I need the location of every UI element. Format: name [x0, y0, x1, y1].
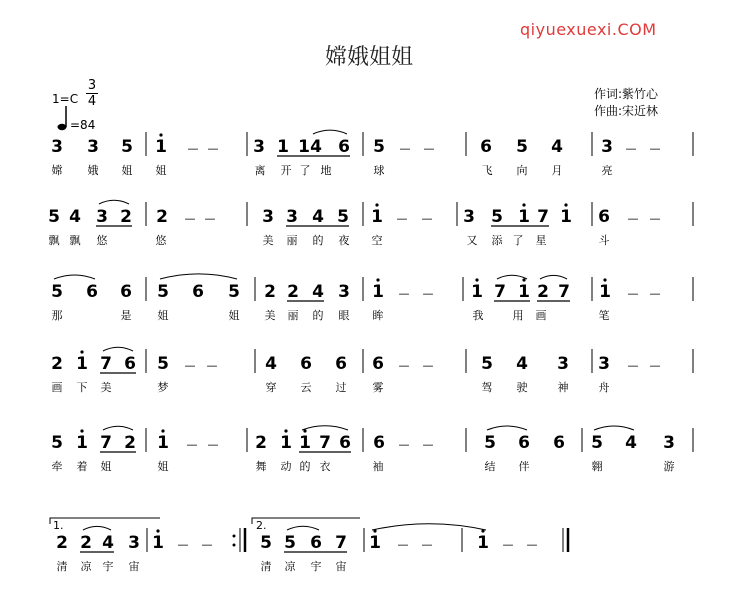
note: 6	[553, 433, 565, 453]
lyric: 美	[262, 234, 274, 247]
note: 1	[277, 137, 289, 157]
note: 1	[599, 282, 611, 302]
note: 6	[339, 433, 351, 453]
note-dash: —	[177, 538, 189, 551]
lyric: 宙	[335, 560, 347, 573]
slur	[103, 426, 133, 430]
lyric: 着	[76, 460, 88, 473]
note: 3	[598, 354, 610, 374]
lyric: 添	[491, 234, 503, 247]
slur	[160, 274, 237, 279]
lyric: 姐	[100, 460, 112, 473]
note: 6	[335, 354, 347, 374]
lyric: 画	[51, 381, 63, 394]
note: 6	[480, 137, 492, 157]
note: 4	[69, 207, 81, 227]
lyric: 的	[312, 309, 324, 322]
lyric: 月	[551, 164, 563, 177]
octave-dot	[80, 350, 83, 353]
note-dash: —	[207, 142, 219, 155]
repeat-dot	[233, 544, 236, 547]
note: 3	[338, 282, 350, 302]
note: 4	[102, 533, 114, 553]
lyric: 云	[300, 381, 312, 394]
note: 5	[484, 433, 496, 453]
lyric: 飘	[48, 234, 60, 247]
lyric: 开	[280, 164, 292, 177]
note: 3	[51, 137, 63, 157]
note: 2	[156, 207, 168, 227]
note: 6	[300, 354, 312, 374]
note: 1	[157, 433, 169, 453]
lyric: 雾	[372, 381, 384, 394]
note: 2	[255, 433, 267, 453]
note: 5	[516, 137, 528, 157]
note: 4	[310, 137, 322, 157]
note: 1	[518, 207, 530, 227]
note-dash: —	[186, 438, 198, 451]
note: 3	[253, 137, 265, 157]
lyric: 丽	[286, 234, 298, 247]
note-dash: —	[421, 538, 433, 551]
tempo-marking: =84	[70, 118, 96, 132]
lyric: 动	[280, 460, 292, 473]
note: 3	[463, 207, 475, 227]
lyric: 神	[557, 381, 569, 394]
octave-dot	[603, 278, 606, 281]
note: 5	[121, 137, 133, 157]
lyric: 飘	[69, 234, 81, 247]
octave-dot	[284, 429, 287, 432]
octave-dot	[375, 203, 378, 206]
lyric: 亮	[601, 164, 613, 177]
note: 3	[262, 207, 274, 227]
lyric: 姐	[155, 164, 167, 177]
volta-label: 2.	[256, 519, 267, 532]
slur	[594, 426, 634, 430]
slur	[497, 275, 527, 279]
note: 7	[100, 433, 112, 453]
lyric: 离	[254, 164, 266, 177]
octave-dot	[161, 429, 164, 432]
note: 6	[86, 282, 98, 302]
note: 5	[51, 282, 63, 302]
note: 6	[373, 433, 385, 453]
lyric: 飞	[481, 164, 493, 177]
note: 6	[518, 433, 530, 453]
note: 3	[128, 533, 140, 553]
lyric: 夜	[338, 234, 350, 247]
note: 2	[80, 533, 92, 553]
note-dash: —	[187, 142, 199, 155]
note: 1	[76, 354, 88, 374]
lyric: 斗	[598, 234, 610, 247]
note-dash: —	[627, 359, 639, 372]
lyric: 姐	[121, 164, 133, 177]
lyric: 衣	[319, 460, 331, 473]
lyric: 伴	[518, 460, 530, 473]
note: 1	[518, 282, 530, 302]
note: 6	[192, 282, 204, 302]
note: 5	[337, 207, 349, 227]
note: 7	[335, 533, 347, 553]
note: 2	[120, 207, 132, 227]
lyric: 穿	[265, 381, 277, 394]
note-dash: —	[184, 212, 196, 225]
lyric: 结	[484, 460, 496, 473]
note-dash: —	[207, 438, 219, 451]
slur	[99, 200, 129, 204]
lyric: 凉	[80, 560, 92, 573]
note: 5	[157, 354, 169, 374]
note: 4	[312, 207, 324, 227]
slur	[313, 130, 347, 134]
lyric: 眼	[338, 309, 350, 322]
lyric: 空	[371, 234, 383, 247]
note: 1	[371, 207, 383, 227]
note: 3	[557, 354, 569, 374]
volta-label: 1.	[53, 519, 64, 532]
lyric: 球	[373, 164, 385, 177]
note: 1	[299, 433, 311, 453]
note: 5	[51, 433, 63, 453]
note-dash: —	[649, 212, 661, 225]
repeat-dot	[233, 535, 236, 538]
note: 5	[48, 207, 60, 227]
note: 6	[124, 354, 136, 374]
note-dash: —	[422, 359, 434, 372]
note: 1	[471, 282, 483, 302]
lyric: 翱	[591, 460, 603, 473]
lyric: 向	[516, 164, 528, 177]
octave-dot	[303, 429, 306, 432]
note: 4	[625, 433, 637, 453]
slur	[103, 347, 133, 351]
note: 2	[124, 433, 136, 453]
lyricist: 作词:紫竹心	[594, 87, 659, 101]
lyric: 游	[663, 460, 675, 473]
note-dash: —	[649, 142, 661, 155]
slur	[487, 426, 527, 430]
note: 6	[598, 207, 610, 227]
lyric: 悠	[155, 234, 167, 247]
note: 6	[338, 137, 350, 157]
time-signature-denominator: 4	[87, 94, 97, 109]
slur	[372, 524, 486, 530]
note-dash: —	[627, 212, 639, 225]
note: 6	[120, 282, 132, 302]
lyric: 美	[100, 381, 112, 394]
note: 3	[96, 207, 108, 227]
song-title: 嫦娥姐姐	[324, 45, 413, 70]
note: 7	[558, 282, 570, 302]
lyric: 舞	[255, 460, 267, 473]
note: 4	[312, 282, 324, 302]
note-dash: —	[422, 287, 434, 300]
lyric: 了	[299, 164, 311, 177]
note: 5	[260, 533, 272, 553]
lyric: 画	[535, 309, 547, 322]
note-dash: —	[204, 212, 216, 225]
key-signature: 1=C	[52, 92, 79, 106]
lyric: 宇	[310, 560, 322, 573]
note: 2	[51, 354, 63, 374]
note: 1	[152, 533, 164, 553]
site-watermark: qiyuexuexi.COM	[520, 20, 657, 39]
lyric: 星	[535, 234, 547, 247]
lyric: 丽	[287, 309, 299, 322]
lyric: 舟	[598, 381, 610, 394]
note-dash: —	[502, 538, 514, 551]
note-dash: —	[201, 538, 213, 551]
octave-dot	[564, 203, 567, 206]
composer: 作曲:宋近林	[594, 104, 659, 118]
note-dash: —	[526, 538, 538, 551]
note: 7	[494, 282, 506, 302]
note: 3	[601, 137, 613, 157]
octave-dot	[522, 203, 525, 206]
lyric: 下	[76, 381, 88, 394]
note: 5	[591, 433, 603, 453]
lyric: 过	[335, 381, 347, 394]
lyric: 美	[264, 309, 276, 322]
volta-bracket	[50, 518, 160, 524]
octave-dot	[156, 529, 159, 532]
lyric: 姐	[157, 309, 169, 322]
octave-dot	[475, 278, 478, 281]
note-dash: —	[398, 287, 410, 300]
lyric: 姐	[157, 460, 169, 473]
note: 5	[157, 282, 169, 302]
lyric: 驶	[516, 381, 528, 394]
slur	[540, 275, 567, 279]
lyric: 袖	[372, 460, 384, 473]
note: 5	[228, 282, 240, 302]
lyric: 宙	[128, 560, 140, 573]
lyric: 的	[299, 460, 311, 473]
time-signature-numerator: 3	[87, 78, 97, 93]
lyric: 清	[260, 560, 272, 573]
lyric: 我	[472, 309, 484, 322]
note: 1	[298, 137, 310, 157]
slur	[287, 526, 319, 530]
lyric: 驾	[481, 381, 493, 394]
lyric: 梦	[157, 381, 169, 394]
lyric: 那	[51, 309, 63, 322]
note-dash: —	[627, 287, 639, 300]
note: 2	[537, 282, 549, 302]
lyric: 悠	[96, 234, 108, 247]
note-dash: —	[423, 142, 435, 155]
lyric: 地	[320, 164, 332, 177]
note: 3	[286, 207, 298, 227]
note: 3	[663, 433, 675, 453]
note: 3	[87, 137, 99, 157]
note-dash: —	[206, 359, 218, 372]
octave-dot	[159, 133, 162, 136]
note: 4	[516, 354, 528, 374]
slur	[302, 426, 348, 430]
lyric: 清	[56, 560, 68, 573]
lyric: 笔	[598, 309, 610, 322]
note: 7	[537, 207, 549, 227]
volta-bracket	[252, 518, 360, 524]
note: 4	[551, 137, 563, 157]
note-dash: —	[398, 438, 410, 451]
slur	[83, 526, 111, 530]
note: 1	[372, 282, 384, 302]
note: 2	[264, 282, 276, 302]
lyric: 宇	[102, 560, 114, 573]
note-dash: —	[398, 359, 410, 372]
lyric: 凉	[284, 560, 296, 573]
note-dash: —	[421, 212, 433, 225]
note: 1	[477, 533, 489, 553]
note-dash: —	[396, 212, 408, 225]
octave-dot	[80, 429, 83, 432]
note: 4	[265, 354, 277, 374]
note-dash: —	[422, 438, 434, 451]
note-dash: —	[649, 359, 661, 372]
note-dash: —	[625, 142, 637, 155]
octave-dot	[522, 278, 525, 281]
note: 1	[155, 137, 167, 157]
note: 1	[560, 207, 572, 227]
note: 5	[481, 354, 493, 374]
lyric: 眸	[372, 309, 384, 322]
note: 1	[369, 533, 381, 553]
slur	[54, 275, 95, 279]
note: 5	[491, 207, 503, 227]
note-dash: —	[399, 142, 411, 155]
note: 7	[100, 354, 112, 374]
lyric: 牵	[51, 460, 63, 473]
note: 2	[287, 282, 299, 302]
lyric: 用	[512, 309, 524, 322]
lyric: 嫦	[51, 164, 63, 177]
note: 7	[319, 433, 331, 453]
lyric: 的	[312, 234, 324, 247]
note-dash: —	[184, 359, 196, 372]
note: 6	[310, 533, 322, 553]
lyric: 又	[466, 234, 478, 247]
note-dash: —	[649, 287, 661, 300]
lyric: 姐	[228, 309, 240, 322]
note: 1	[280, 433, 292, 453]
note: 5	[373, 137, 385, 157]
note: 6	[372, 354, 384, 374]
lyric: 了	[512, 234, 524, 247]
lyric: 是	[120, 309, 132, 322]
note: 5	[284, 533, 296, 553]
note-dash: —	[397, 538, 409, 551]
octave-dot	[376, 278, 379, 281]
note: 1	[76, 433, 88, 453]
note: 2	[56, 533, 68, 553]
lyric: 娥	[87, 164, 99, 177]
